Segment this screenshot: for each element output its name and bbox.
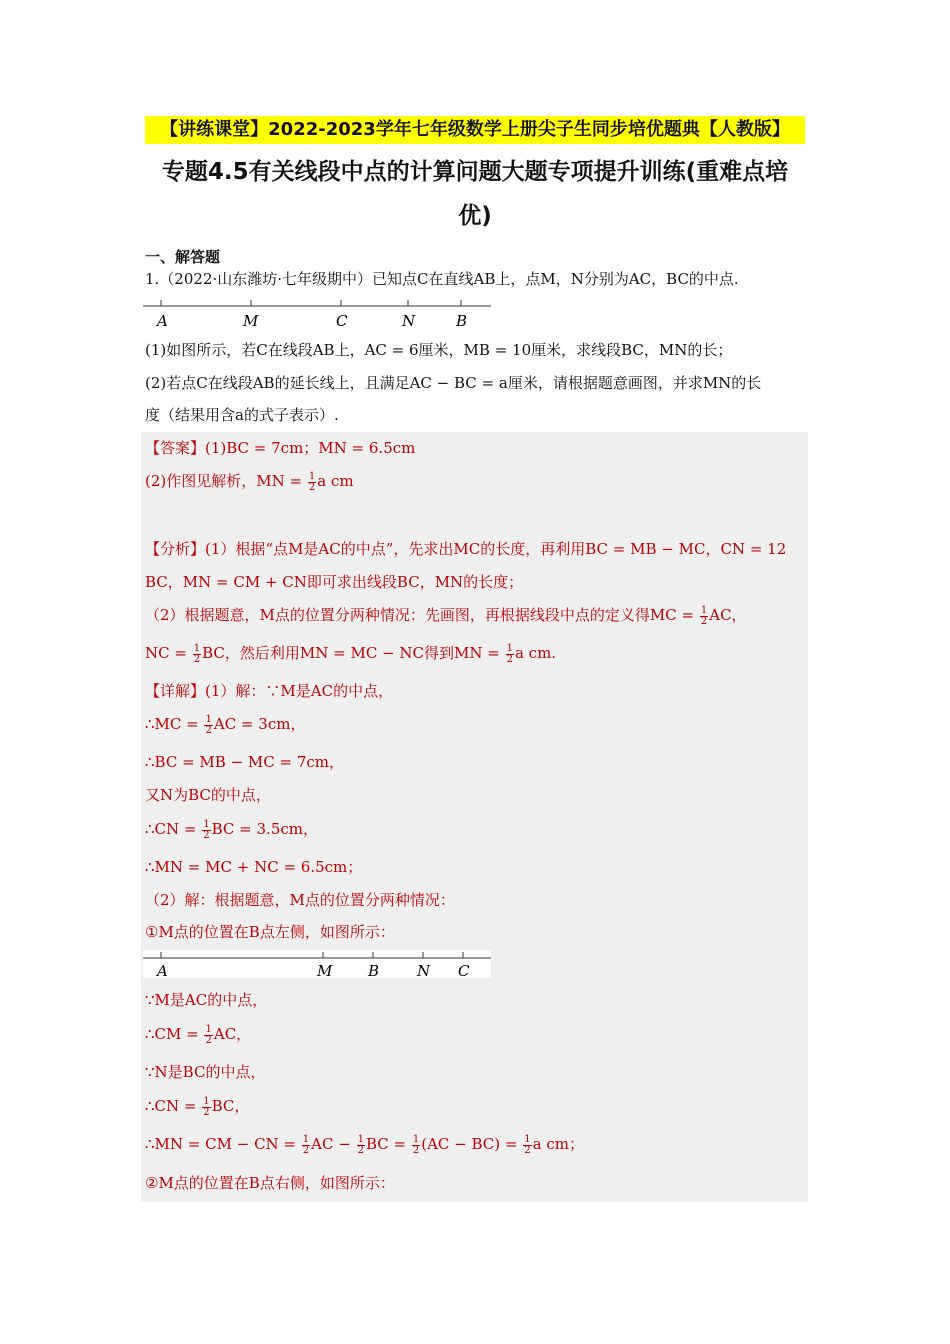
answer-1: 【答案】(1)BC = 7cm；MN = 6.5cm	[145, 439, 416, 457]
diagram-2-label-m: M	[317, 962, 333, 980]
question-intro: 1.（2022·山东潍坊·七年级期中）已知点C在直线AB上，点M，N分别为AC，BC的中点.	[145, 270, 739, 288]
answer-2: (2)作图见解析，MN = $\frac{1}{2}$ a cm	[145, 470, 354, 493]
detail-line-12: ∴CN = $\frac{1}{2}$ BC，	[145, 1095, 250, 1118]
question-part-2-line-2: 度（结果用含a的式子表示）.	[145, 406, 339, 424]
title-line-2: 优)	[458, 203, 492, 229]
detail-line-4: 又N为BC的中点，	[145, 786, 271, 804]
diagram-1-label-c: C	[336, 312, 348, 330]
detail-line-2: ∴MC = $\frac{1}{2}$ AC = 3cm，	[145, 713, 306, 736]
diagram-2-label-b: B	[368, 962, 380, 980]
fraction-half: $\frac{1}{2}$	[302, 1133, 310, 1156]
fraction-half: $\frac{1}{2}$	[412, 1133, 420, 1156]
diagram-1-label-b: B	[456, 312, 468, 330]
detail-line-1: 【详解】(1）解：∵M是AC的中点，	[145, 682, 394, 700]
fraction-half: $\frac{1}{2}$	[203, 818, 210, 841]
detail-line-6: ∴MN = MC + NC = 6.5cm；	[145, 858, 363, 876]
analysis-line-3: （2）根据题意，M点的位置分两种情况：先画图，再根据线段中点的定义得MC = $\frac{1}{2}$ AC，	[145, 604, 747, 627]
detail-line-7: （2）解：根据题意，M点的位置分两种情况：	[145, 891, 455, 909]
question-part-2-line-1: (2)若点C在线段AB的延长线上，且满足AC − BC = a厘米，请根据题意画图，并求MN的长	[145, 374, 762, 392]
title-line-1: 专题4.5有关线段中点的计算问题大题专项提升训练(重难点培	[161, 159, 789, 185]
header-banner: 【讲练课堂】2022-2023学年七年级数学上册尖子生同步培优题典【人教版】	[145, 116, 805, 144]
detail-line-10: ∴CM = $\frac{1}{2}$ AC，	[145, 1023, 252, 1046]
diagram-1-label-a: A	[157, 312, 168, 330]
diagram-2-label-c: C	[458, 962, 470, 980]
diagram-2-label-n: N	[417, 962, 431, 980]
fraction-half: $\frac{1}{2}$	[700, 604, 708, 627]
fraction-half: $\frac{1}{2}$	[193, 642, 201, 665]
diagram-1	[143, 296, 495, 332]
detail-line-13: ∴MN = CM − CN = $\frac{1}{2}$ AC − $\frac{1}{2}$ BC = $\frac{1}{2}$ (AC − BC) = $\frac{1}{2}$ a cm；	[145, 1133, 584, 1156]
fraction-half: $\frac{1}{2}$	[308, 470, 316, 493]
diagram-1-label-m: M	[243, 312, 259, 330]
diagram-1-label-n: N	[402, 312, 416, 330]
diagram-2	[143, 950, 495, 982]
fraction-half: $\frac{1}{2}$	[205, 713, 212, 736]
analysis-line-2: BC，MN = CM + CN即可求出线段BC，MN的长度；	[145, 573, 524, 591]
fraction-half: $\frac{1}{2}$	[203, 1095, 210, 1118]
question-part-1: (1)如图所示，若C在线段AB上，AC = 6厘米，MB = 10厘米，求线段BC，MN的长；	[145, 341, 733, 359]
diagram-2-label-a: A	[157, 962, 168, 980]
detail-line-14: ②M点的位置在B点右侧，如图所示：	[145, 1174, 395, 1192]
detail-line-9: ∵M是AC的中点，	[145, 991, 268, 1009]
detail-line-5: ∴CN = $\frac{1}{2}$ BC = 3.5cm，	[145, 818, 318, 841]
fraction-half: $\frac{1}{2}$	[524, 1133, 531, 1156]
detail-line-11: ∵N是BC的中点，	[145, 1063, 266, 1081]
fraction-half: $\frac{1}{2}$	[357, 1133, 364, 1156]
detail-line-3: ∴BC = MB − MC = 7cm，	[145, 753, 345, 771]
section-heading: 一、解答题	[145, 248, 221, 266]
detail-line-8: ①M点的位置在B点左侧，如图所示：	[145, 923, 395, 941]
analysis-line-1: 【分析】(1）根据“点M是AC的中点”，先求出MC的长度，再利用BC = MB − MC，CN = 12	[145, 540, 787, 558]
analysis-line-4: NC = $\frac{1}{2}$ BC，然后利用MN = MC − NC得到MN = $\frac{1}{2}$ a cm.	[145, 642, 557, 665]
fraction-half: $\frac{1}{2}$	[205, 1023, 212, 1046]
page-title	[140, 150, 810, 238]
fraction-half: $\frac{1}{2}$	[506, 642, 513, 665]
